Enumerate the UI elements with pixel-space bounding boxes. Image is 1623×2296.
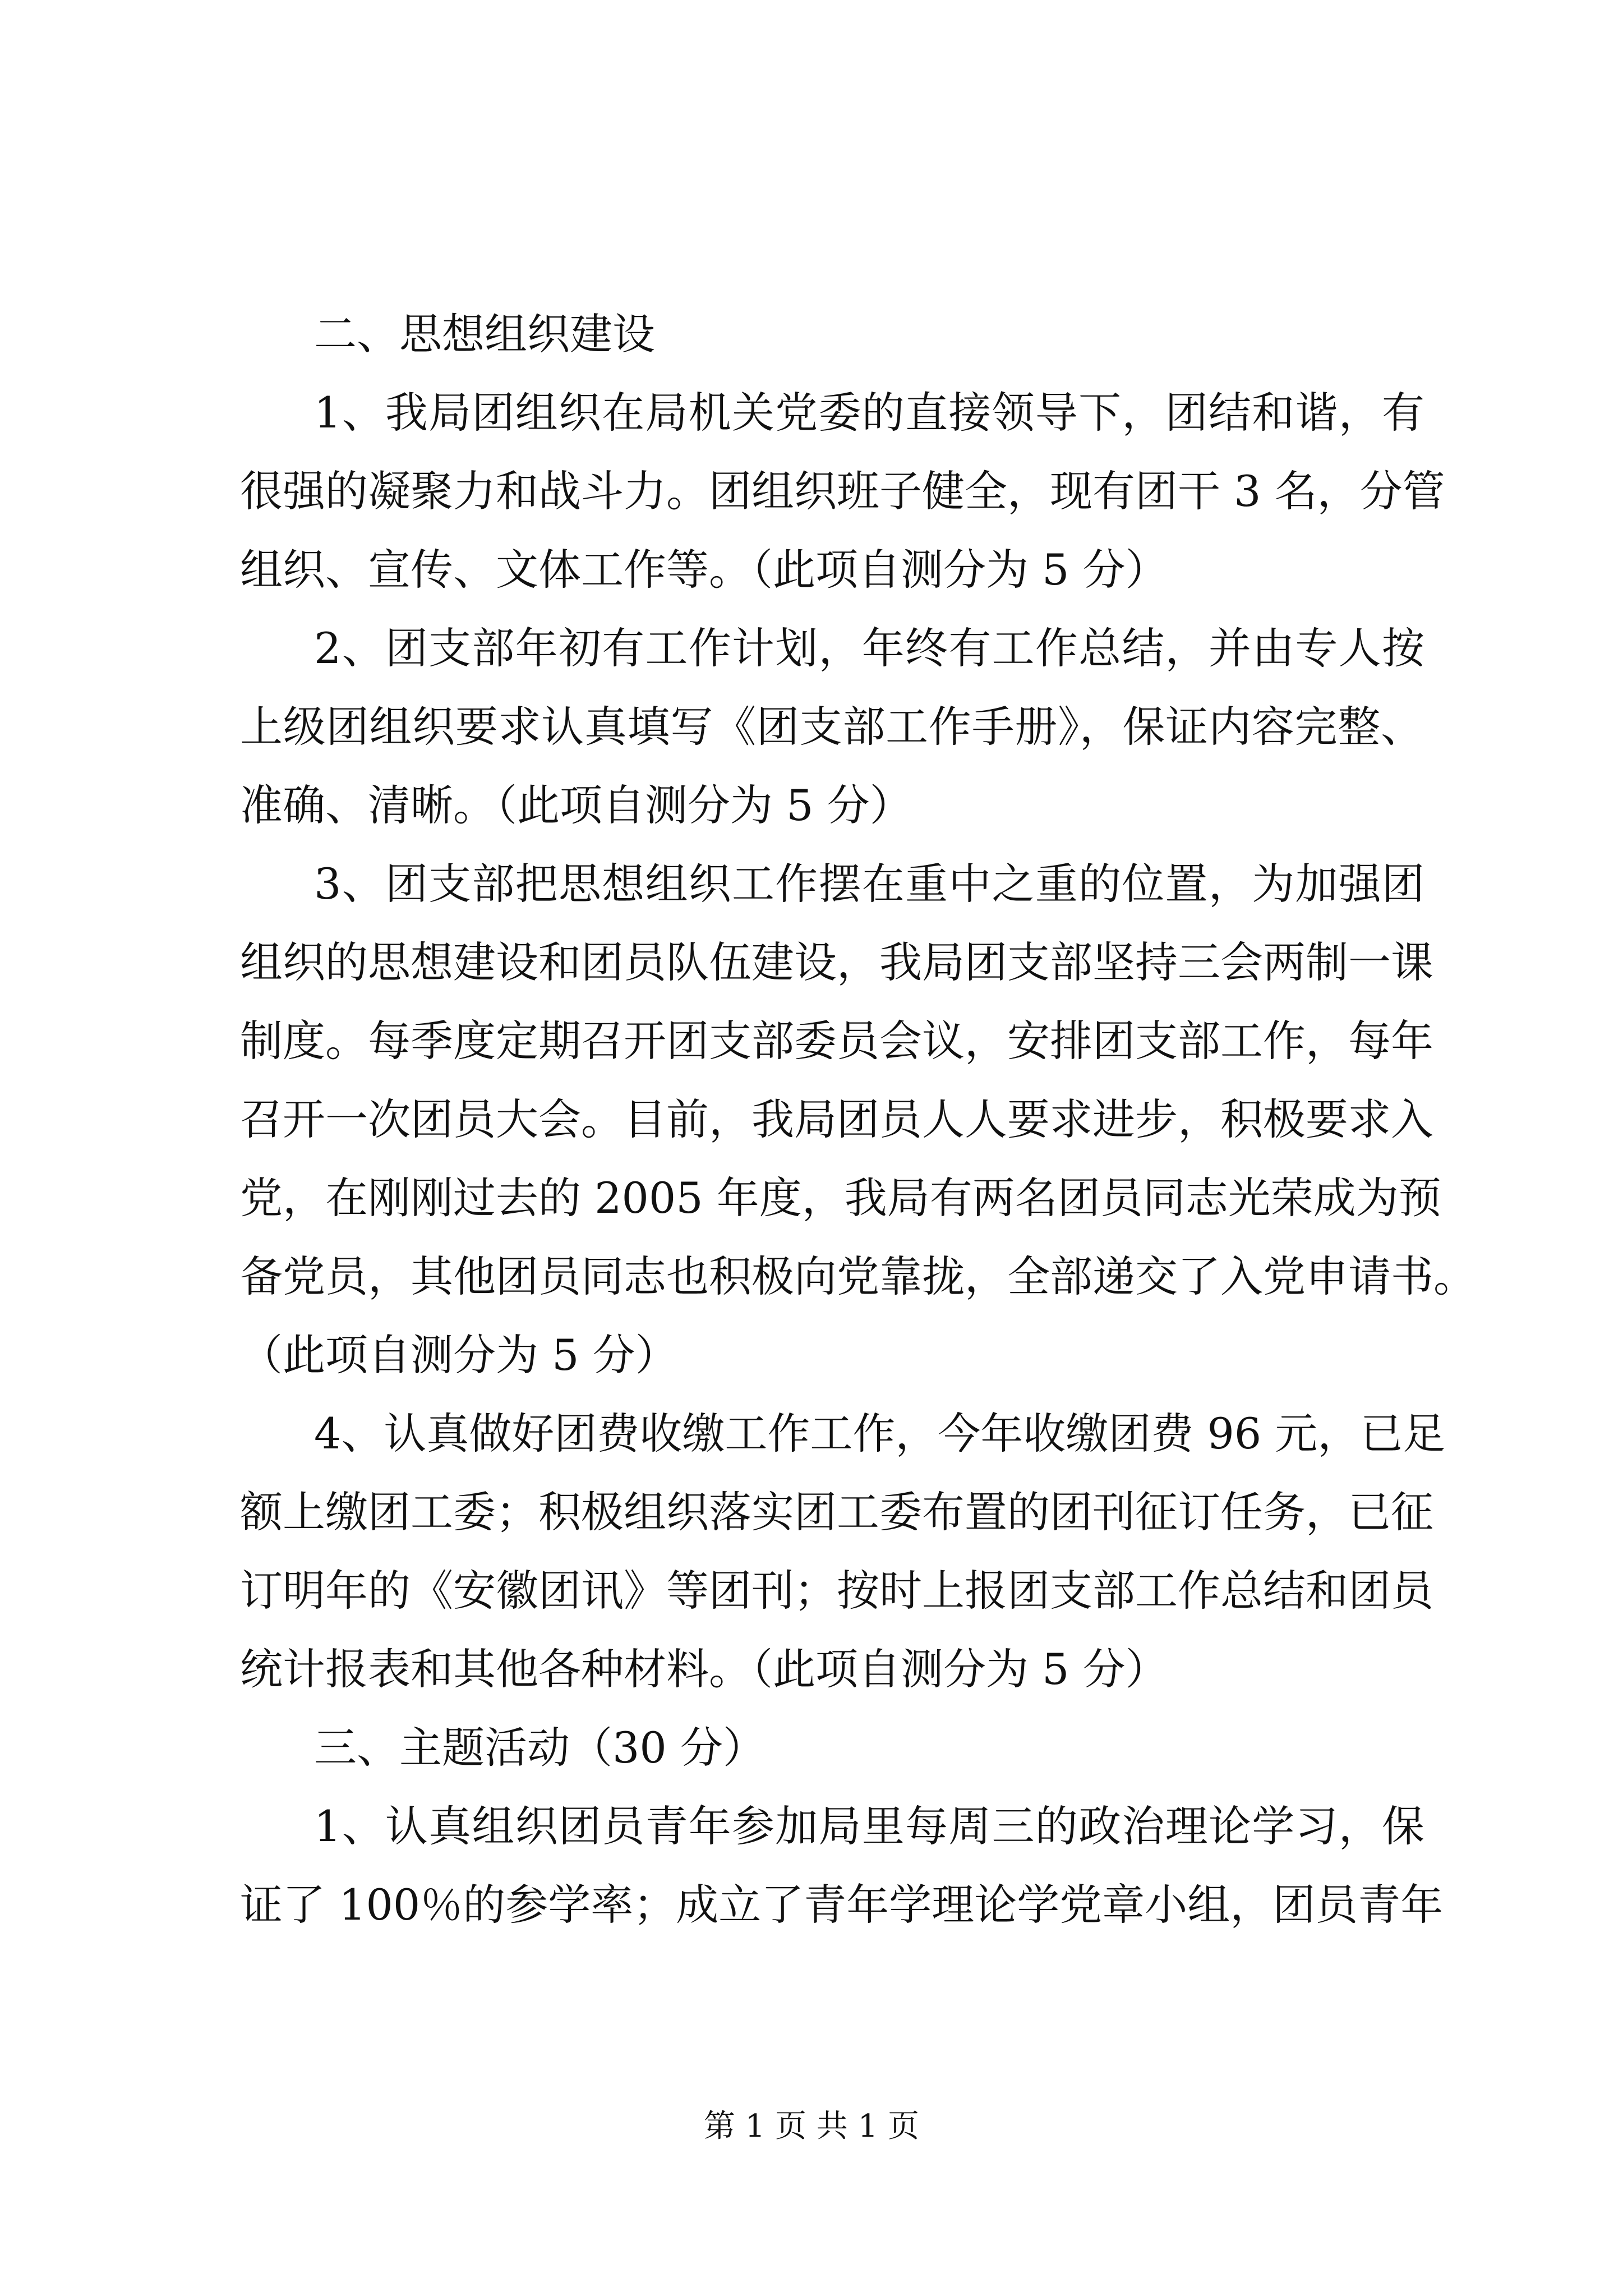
section-heading-3: 三、主题活动（30 分） bbox=[314, 1723, 766, 1773]
paragraph-line: 额上缴团工委；积极组织落实团工委布置的团刊征订任务，已征 bbox=[240, 1487, 1433, 1537]
paragraph-line: 很强的凝聚力和战斗力。团组织班子健全，现有团干 3 名，分管 bbox=[240, 466, 1445, 516]
paragraph-line: 2、团支部年初有工作计划，年终有工作总结，并由专人按 bbox=[314, 623, 1424, 673]
paragraph-line: 订明年的《安徽团讯》等团刊；按时上报团支部工作总结和团员 bbox=[240, 1566, 1433, 1616]
paragraph-line: 1、我局团组织在局机关党委的直接领导下，团结和谐，有 bbox=[314, 388, 1424, 438]
paragraph-line: 党，在刚刚过去的 2005 年度，我局有两名团员同志光荣成为预 bbox=[240, 1173, 1441, 1223]
paragraph-line: （此项自测分为 5 分） bbox=[240, 1330, 678, 1380]
paragraph-line: 证了 100％的参学率；成立了青年学理论学党章小组，团员青年 bbox=[240, 1880, 1444, 1930]
paragraph-line: 准确、清晰。（此项自测分为 5 分） bbox=[240, 780, 912, 830]
paragraph-line: 3、团支部把思想组织工作摆在重中之重的位置，为加强团 bbox=[314, 859, 1424, 909]
paragraph-line: 召开一次团员大会。目前，我局团员人人要求进步，积极要求入 bbox=[240, 1094, 1433, 1144]
paragraph-line: 制度。每季度定期召开团支部委员会议，安排团支部工作，每年 bbox=[240, 1016, 1433, 1066]
paragraph-line: 上级团组织要求认真填写《团支部工作手册》，保证内容完整、 bbox=[240, 702, 1423, 752]
paragraph-line: 组织、宣传、文体工作等。（此项自测分为 5 分） bbox=[240, 545, 1168, 595]
paragraph-line: 1、认真组织团员青年参加局里每周三的政治理论学习，保 bbox=[314, 1801, 1424, 1851]
paragraph-line: 统计报表和其他各种材料。（此项自测分为 5 分） bbox=[240, 1644, 1168, 1694]
paragraph-line: 4、认真做好团费收缴工作工作，今年收缴团费 96 元，已足 bbox=[314, 1409, 1446, 1458]
page-number-footer: 第 1 页 共 1 页 bbox=[703, 2108, 920, 2145]
section-heading-2: 二、思想组织建设 bbox=[314, 309, 655, 359]
paragraph-line: 备党员，其他团员同志也积极向党靠拢，全部递交了入党申请书。 bbox=[240, 1251, 1476, 1301]
paragraph-line: 组织的思想建设和团员队伍建设，我局团支部坚持三会两制一课 bbox=[240, 937, 1433, 987]
